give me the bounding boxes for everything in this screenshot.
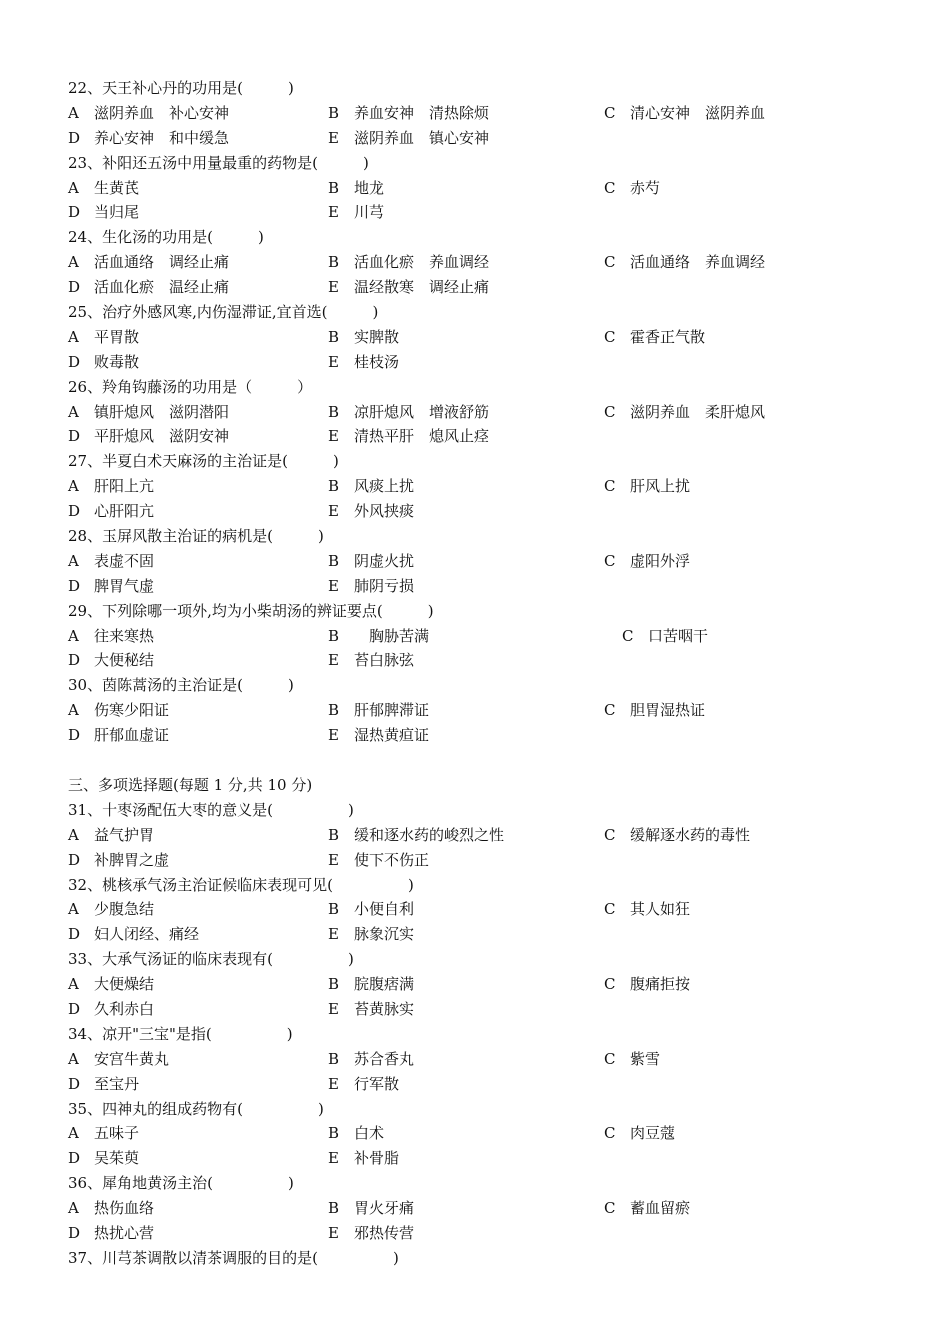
option-letter: B [328,103,340,122]
option-text: 赤芍 [630,178,661,197]
option-text: 滋阴养血 镇心安神 [354,128,490,147]
option-row [68,698,908,723]
option-text: 邪热传营 [354,1223,415,1242]
option-text: 脘腹痞满 [354,975,415,994]
question-stem: 23、补阳还五汤中用量最重的药物是( ) [68,153,369,172]
option-text: 紫雪 [630,1049,661,1068]
option-a [68,101,229,126]
option-text: 补脾胃之虚 [94,850,170,869]
question-stem: 35、四神丸的组成药物有( ) [68,1099,324,1118]
option-a [68,1121,139,1146]
option-d [68,648,154,673]
option-c [604,897,690,922]
option-letter: A [68,626,79,645]
option-row [68,350,908,375]
option-c [604,101,765,126]
option-letter: A [68,477,79,496]
option-text: 平胃散 [94,327,140,346]
option-letter: A [68,1049,79,1068]
option-text: 妇人闭经、痛经 [94,925,200,944]
option-letter: C [604,327,616,346]
option-letter: D [68,1074,81,1093]
option-text: 白术 [354,1124,385,1143]
option-b [328,972,414,997]
option-letter: B [328,1124,340,1143]
option-letter: D [68,278,81,297]
option-row [68,1146,908,1171]
option-e [328,723,429,748]
option-c [604,1047,660,1072]
option-c [604,1121,675,1146]
option-b [328,1121,384,1146]
option-text: 湿热黄疸证 [354,726,430,745]
option-text: 肝阳上亢 [94,477,155,496]
option-text: 败毒散 [94,352,140,371]
option-a [68,325,139,350]
option-c [604,474,690,499]
option-row [68,972,908,997]
option-text: 虚阳外浮 [630,551,691,570]
option-letter: B [328,626,340,645]
option-d [68,499,154,524]
option-text: 活血化瘀 温经止痛 [94,278,230,297]
option-text: 伤寒少阳证 [94,701,170,720]
option-e [328,1146,399,1171]
option-text: 热扰心营 [94,1223,155,1242]
option-text: 桂枝汤 [354,352,400,371]
option-d [68,922,199,947]
option-a [68,400,229,425]
option-text: 胃火牙痛 [354,1199,415,1218]
option-letter: A [68,327,79,346]
question-stem: 37、川芎茶调散以清茶调服的目的是( ) [68,1248,399,1267]
option-e [328,574,414,599]
option-letter: A [68,975,79,994]
option-row [68,499,908,524]
option-d [68,997,154,1022]
option-letter: B [328,900,340,919]
option-letter: E [328,850,339,869]
option-a [68,1047,169,1072]
option-letter: B [328,402,340,421]
option-c [604,250,765,275]
option-letter: B [328,253,340,272]
option-letter: E [328,1074,339,1093]
option-letter: E [328,128,339,147]
option-text: 滋阴养血 柔肝熄风 [630,402,766,421]
option-text: 养心安神 和中缓急 [94,128,230,147]
option-text: 养血安神 清热除烦 [354,103,490,122]
option-letter: B [328,178,340,197]
option-letter: D [68,1149,81,1168]
option-c [604,325,705,350]
option-letter: C [604,103,616,122]
option-b [328,1047,414,1072]
option-letter: C [622,626,634,645]
option-letter: C [604,253,616,272]
question-stem: 22、天王补心丹的功用是( ) [68,79,294,97]
option-c [604,549,690,574]
option-a [68,176,139,201]
option-row [68,997,908,1022]
option-row [68,474,908,499]
question-stem: 34、凉开"三宝"是指( ) [68,1024,293,1043]
option-row [68,275,908,300]
option-letter: A [68,701,79,720]
option-text: 风痰上扰 [354,477,415,496]
question-stem: 32、桃核承气汤主治证候临床表现可见( ) [68,875,414,894]
option-text: 脉象沉实 [354,925,415,944]
option-text: 凉肝熄风 增液舒筋 [354,402,490,421]
option-e [328,848,429,873]
option-row [68,101,908,126]
option-letter: D [68,651,81,670]
option-b [328,101,489,126]
option-row [68,1221,908,1246]
option-c [604,400,765,425]
option-text: 腹痛拒按 [630,975,691,994]
option-b [328,1196,414,1221]
option-letter: A [68,103,79,122]
option-letter: E [328,576,339,595]
question-list [68,76,908,1271]
option-text: 清热平肝 熄风止痉 [354,427,490,446]
option-text: 吴茱萸 [94,1149,140,1168]
option-text: 清心安神 滋阴养血 [630,103,766,122]
option-letter: A [68,253,79,272]
option-row [68,176,908,201]
option-e [328,1221,414,1246]
option-letter: E [328,925,339,944]
option-letter: A [68,1124,79,1143]
option-a [68,624,154,649]
option-text: 活血通络 养血调经 [630,253,766,272]
option-a [68,823,154,848]
option-letter: D [68,427,81,446]
option-text: 少腹急结 [94,900,155,919]
option-letter: A [68,900,79,919]
option-row [68,823,908,848]
option-text: 五味子 [94,1124,140,1143]
option-text: 胸胁苦满 [354,626,430,645]
option-row [68,126,908,151]
option-letter: C [604,701,616,720]
option-letter: D [68,1223,81,1242]
option-text: 苔黄脉实 [354,999,415,1018]
question-stem: 24、生化汤的功用是( ) [68,228,264,247]
option-e [328,350,399,375]
option-letter: C [604,1124,616,1143]
option-b [328,624,429,649]
question-stem: 36、犀角地黄汤主治( ) [68,1174,294,1193]
option-text: 口苦咽干 [648,626,709,645]
option-c [604,698,705,723]
option-text: 川芎 [354,203,385,222]
option-row [68,624,908,649]
option-letter: C [604,1199,616,1218]
option-row [68,897,908,922]
option-text: 久利赤白 [94,999,155,1018]
option-letter: C [604,975,616,994]
option-text: 心肝阳亢 [94,502,155,521]
option-b [328,400,489,425]
option-text: 缓和逐水药的峻烈之性 [354,825,505,844]
option-row [68,1121,908,1146]
option-b [328,698,429,723]
option-row [68,250,908,275]
option-c [604,1196,690,1221]
option-letter: D [68,502,81,521]
option-a [68,474,154,499]
option-row [68,848,908,873]
option-text: 大便秘结 [94,651,155,670]
option-e [328,997,414,1022]
option-letter: A [68,551,79,570]
option-text: 肉豆蔻 [630,1124,676,1143]
option-text: 地龙 [354,178,385,197]
option-text: 滋阴养血 补心安神 [94,103,230,122]
option-b [328,823,504,848]
option-text: 阴虚火扰 [354,551,415,570]
option-b [328,897,414,922]
option-letter: E [328,999,339,1018]
option-e [328,200,384,225]
option-text: 当归尾 [94,203,140,222]
option-letter: C [604,900,616,919]
option-letter: E [328,203,339,222]
option-text: 益气护胃 [94,825,155,844]
option-d [68,350,139,375]
option-row [68,200,908,225]
option-a [68,698,169,723]
option-d [68,848,169,873]
option-e [328,499,414,524]
option-text: 实脾散 [354,327,400,346]
option-e [328,275,489,300]
option-text: 补骨脂 [354,1149,400,1168]
option-text: 小便自利 [354,900,415,919]
option-text: 其人如狂 [630,900,691,919]
option-letter: C [604,825,616,844]
option-row [68,1196,908,1221]
option-text: 缓解逐水药的毒性 [630,825,751,844]
option-letter: B [328,701,340,720]
option-letter: E [328,502,339,521]
option-letter: D [68,726,81,745]
option-text: 外风挟痰 [354,502,415,521]
option-row [68,549,908,574]
question-stem: 30、茵陈蒿汤的主治证是( ) [68,676,294,695]
option-letter: C [604,402,616,421]
question-stem: 31、十枣汤配伍大枣的意义是( ) [68,800,354,819]
option-a [68,972,154,997]
option-letter: E [328,651,339,670]
option-d [68,1146,139,1171]
option-e [328,922,414,947]
option-d [68,1221,154,1246]
option-row [68,648,908,673]
option-letter: D [68,203,81,222]
option-b [328,474,414,499]
option-letter: B [328,825,340,844]
option-letter: E [328,1149,339,1168]
option-text: 至宝丹 [94,1074,140,1093]
option-letter: B [328,477,340,496]
option-text: 胆胃湿热证 [630,701,706,720]
option-letter: C [604,1049,616,1068]
option-letter: B [328,1199,340,1218]
option-letter: B [328,975,340,994]
option-a [68,250,229,275]
option-text: 霍香正气散 [630,327,706,346]
option-letter: C [604,551,616,570]
option-letter: C [604,178,616,197]
option-c [622,624,708,649]
option-letter: E [328,278,339,297]
option-d [68,574,154,599]
option-text: 苏合香丸 [354,1049,415,1068]
option-text: 大便燥结 [94,975,155,994]
option-d [68,200,139,225]
option-text: 生黄芪 [94,178,140,197]
option-a [68,549,154,574]
option-text: 肺阴亏损 [354,576,415,595]
option-c [604,823,750,848]
option-b [328,250,489,275]
option-text: 行军散 [354,1074,400,1093]
option-e [328,648,414,673]
option-letter: A [68,402,79,421]
option-letter: D [68,999,81,1018]
option-row [68,325,908,350]
option-row [68,400,908,425]
option-letter: C [604,477,616,496]
option-letter: A [68,178,79,197]
option-e [328,126,489,151]
question-stem: 29、下列除哪一项外,均为小柴胡汤的辨证要点( ) [68,601,434,620]
option-text: 使下不伤正 [354,850,430,869]
question-stem: 25、治疗外感风寒,内伤湿滞证,宜首选( ) [68,303,379,322]
option-text: 镇肝熄风 滋阴潜阳 [94,402,230,421]
option-c [604,176,660,201]
option-text: 肝郁血虚证 [94,726,170,745]
section-title: 三、多项选择题(每题 1 分,共 10 分) [68,775,313,794]
option-b [328,325,399,350]
option-b [328,176,384,201]
option-letter: D [68,352,81,371]
option-row [68,574,908,599]
option-a [68,897,154,922]
option-letter: D [68,850,81,869]
option-row [68,1072,908,1097]
option-d [68,723,169,748]
option-letter: E [328,427,339,446]
option-text: 安宫牛黄丸 [94,1049,170,1068]
option-row [68,922,908,947]
question-stem: 33、大承气汤证的临床表现有( ) [68,950,354,969]
option-letter: D [68,576,81,595]
option-row [68,1047,908,1072]
question-stem: 27、半夏白术天麻汤的主治证是( ) [68,452,339,471]
option-c [604,972,690,997]
option-letter: E [328,726,339,745]
option-text: 热伤血络 [94,1199,155,1218]
option-letter: B [328,327,340,346]
option-text: 活血化瘀 养血调经 [354,253,490,272]
option-text: 平肝熄风 滋阴安神 [94,427,230,446]
question-stem: 26、羚角钩藤汤的功用是（ ） [68,377,313,396]
question-stem: 28、玉屏风散主治证的病机是( ) [68,527,324,546]
option-text: 表虚不固 [94,551,155,570]
option-e [328,1072,399,1097]
option-row [68,723,908,748]
option-text: 肝风上扰 [630,477,691,496]
option-text: 蓄血留瘀 [630,1199,691,1218]
option-letter: D [68,925,81,944]
option-d [68,126,229,151]
option-row [68,424,908,449]
option-letter: A [68,1199,79,1218]
option-d [68,1072,139,1097]
option-text: 活血通络 调经止痛 [94,253,230,272]
option-a [68,1196,154,1221]
option-e [328,424,489,449]
option-letter: A [68,825,79,844]
option-letter: D [68,128,81,147]
option-letter: E [328,1223,339,1242]
option-text: 往来寒热 [94,626,155,645]
option-d [68,424,229,449]
option-b [328,549,414,574]
spacer [68,748,908,773]
option-d [68,275,229,300]
option-text: 温经散寒 调经止痛 [354,278,490,297]
option-text: 肝郁脾滞证 [354,701,430,720]
option-letter: B [328,551,340,570]
option-letter: B [328,1049,340,1068]
option-text: 苔白脉弦 [354,651,415,670]
option-text: 脾胃气虚 [94,576,155,595]
option-letter: E [328,352,339,371]
